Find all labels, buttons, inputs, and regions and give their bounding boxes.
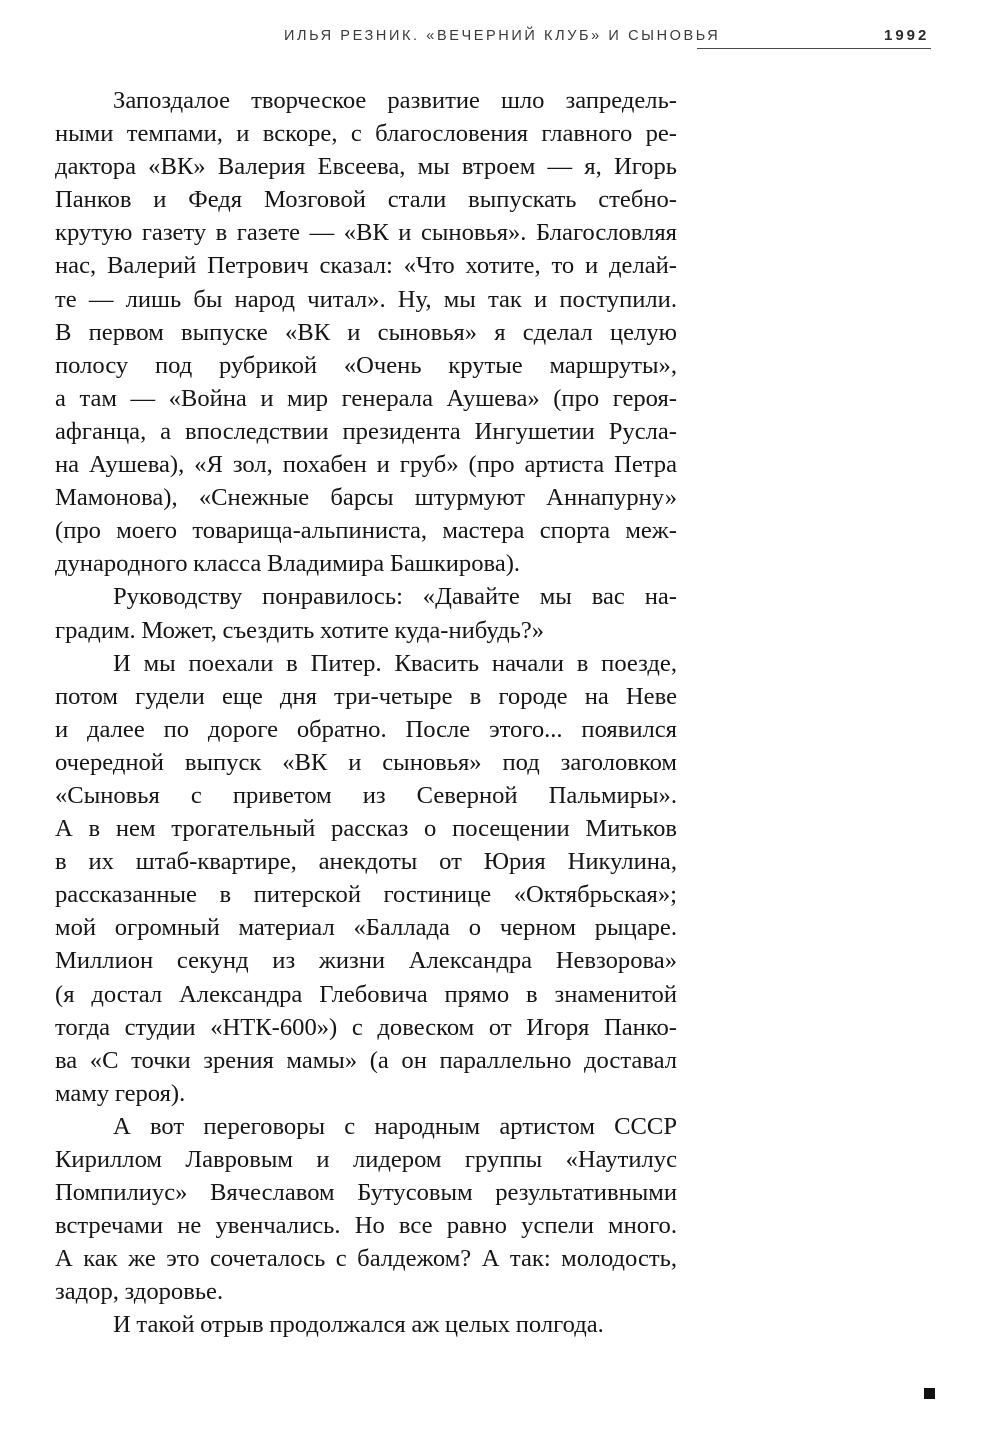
text-line: а там — «Война и мир генерала Аушева» (про героя- xyxy=(55,384,677,412)
text-line: Панков и Федя Мозговой стали выпускать стебно- xyxy=(55,186,677,214)
text-line: ва «С точки зрения мамы» (а он параллельно доставал xyxy=(55,1046,677,1074)
text-line: (я достал Александра Глебовича прямо в знаменитой xyxy=(55,980,677,1008)
text-line: задор, здоровье. xyxy=(55,1278,224,1306)
text-line: мой огромный материал «Баллада о черном рыцаре. xyxy=(55,914,677,942)
header-rule xyxy=(697,48,931,49)
text-line: рассказанные в питерской гостинице «Октябрьская»; xyxy=(55,881,677,909)
text-line: И такой отрыв продолжался аж целых полгода. xyxy=(113,1311,604,1339)
text-line: ными темпами, и вскоре, с благословения главного ре- xyxy=(55,120,677,148)
text-line: градим. Может, съездить хотите куда-нибудь?» xyxy=(55,616,545,644)
end-of-chapter-mark xyxy=(924,1388,935,1399)
text-line: А в нем трогательный рассказ о посещении Митьков xyxy=(55,815,677,843)
text-line: дународного класса Владимира Башкирова). xyxy=(55,550,521,578)
running-title: ИЛЬЯ РЕЗНИК. «ВЕЧЕРНИЙ КЛУБ» И СЫНОВЬЯ xyxy=(284,28,721,44)
body-text xyxy=(55,84,677,1342)
text-line: те — лишь бы народ читал». Ну, мы так и поступили. xyxy=(55,285,677,313)
text-line: нас, Валерий Петрович сказал: «Что хотите, то и делай- xyxy=(55,252,677,280)
text-line: дактора «ВК» Валерия Евсеева, мы втроем — я, Игорь xyxy=(55,153,677,181)
text-line: А как же это сочеталось с балдежом? А так: молодость, xyxy=(55,1245,677,1273)
text-line: на Аушева), «Я зол, похабен и груб» (про артиста Петра xyxy=(55,451,677,479)
text-line: В первом выпуске «ВК и сыновья» я сделал целую xyxy=(55,318,677,346)
text-line: И мы поехали в Питер. Квасить начали в поезде, xyxy=(113,649,677,677)
page-number: 1992 xyxy=(884,27,930,44)
text-line: «Сыновья с приветом из Северной Пальмиры». xyxy=(55,781,677,809)
text-line: маму героя). xyxy=(55,1079,186,1107)
text-line: и далее по дороге обратно. После этого... появился xyxy=(55,715,677,743)
text-line: крутую газету в газете — «ВК и сыновья». Благословляя xyxy=(55,219,677,247)
text-line: потом гудели еще дня три-четыре в городе на Неве xyxy=(55,682,677,710)
text-line: Запоздалое творческое развитие шло запредель- xyxy=(113,87,677,114)
text-line: очередной выпуск «ВК и сыновья» под заголовком xyxy=(55,748,677,776)
text-line: Мамонова), «Снежные барсы штурмуют Аннапурну» xyxy=(55,484,677,512)
text-line: встречами не увенчались. Но все равно успели много. xyxy=(55,1212,677,1240)
text-line: полосу под рубрикой «Очень крутые маршруты», xyxy=(55,351,677,379)
running-header xyxy=(0,26,1000,50)
text-line: Помпилиус» Вячеславом Бутусовым результативными xyxy=(55,1179,677,1207)
text-line: (про моего товарища-альпиниста, мастера спорта меж- xyxy=(55,517,677,545)
text-line: Миллион секунд из жизни Александра Невзорова» xyxy=(55,947,677,975)
text-line: Руководству понравилось: «Давайте мы вас на- xyxy=(113,583,677,611)
text-line: афганца, а впоследствии президента Ингушетии Русла- xyxy=(55,417,677,445)
text-line: тогда студии «НТК-600») с довеском от Игоря Панко- xyxy=(55,1013,677,1041)
text-line: в их штаб-квартире, анекдоты от Юрия Никулина, xyxy=(55,848,677,876)
text-line: Кириллом Лавровым и лидером группы «Наутилус xyxy=(55,1146,677,1173)
text-line: А вот переговоры с народным артистом СССР xyxy=(113,1112,677,1140)
